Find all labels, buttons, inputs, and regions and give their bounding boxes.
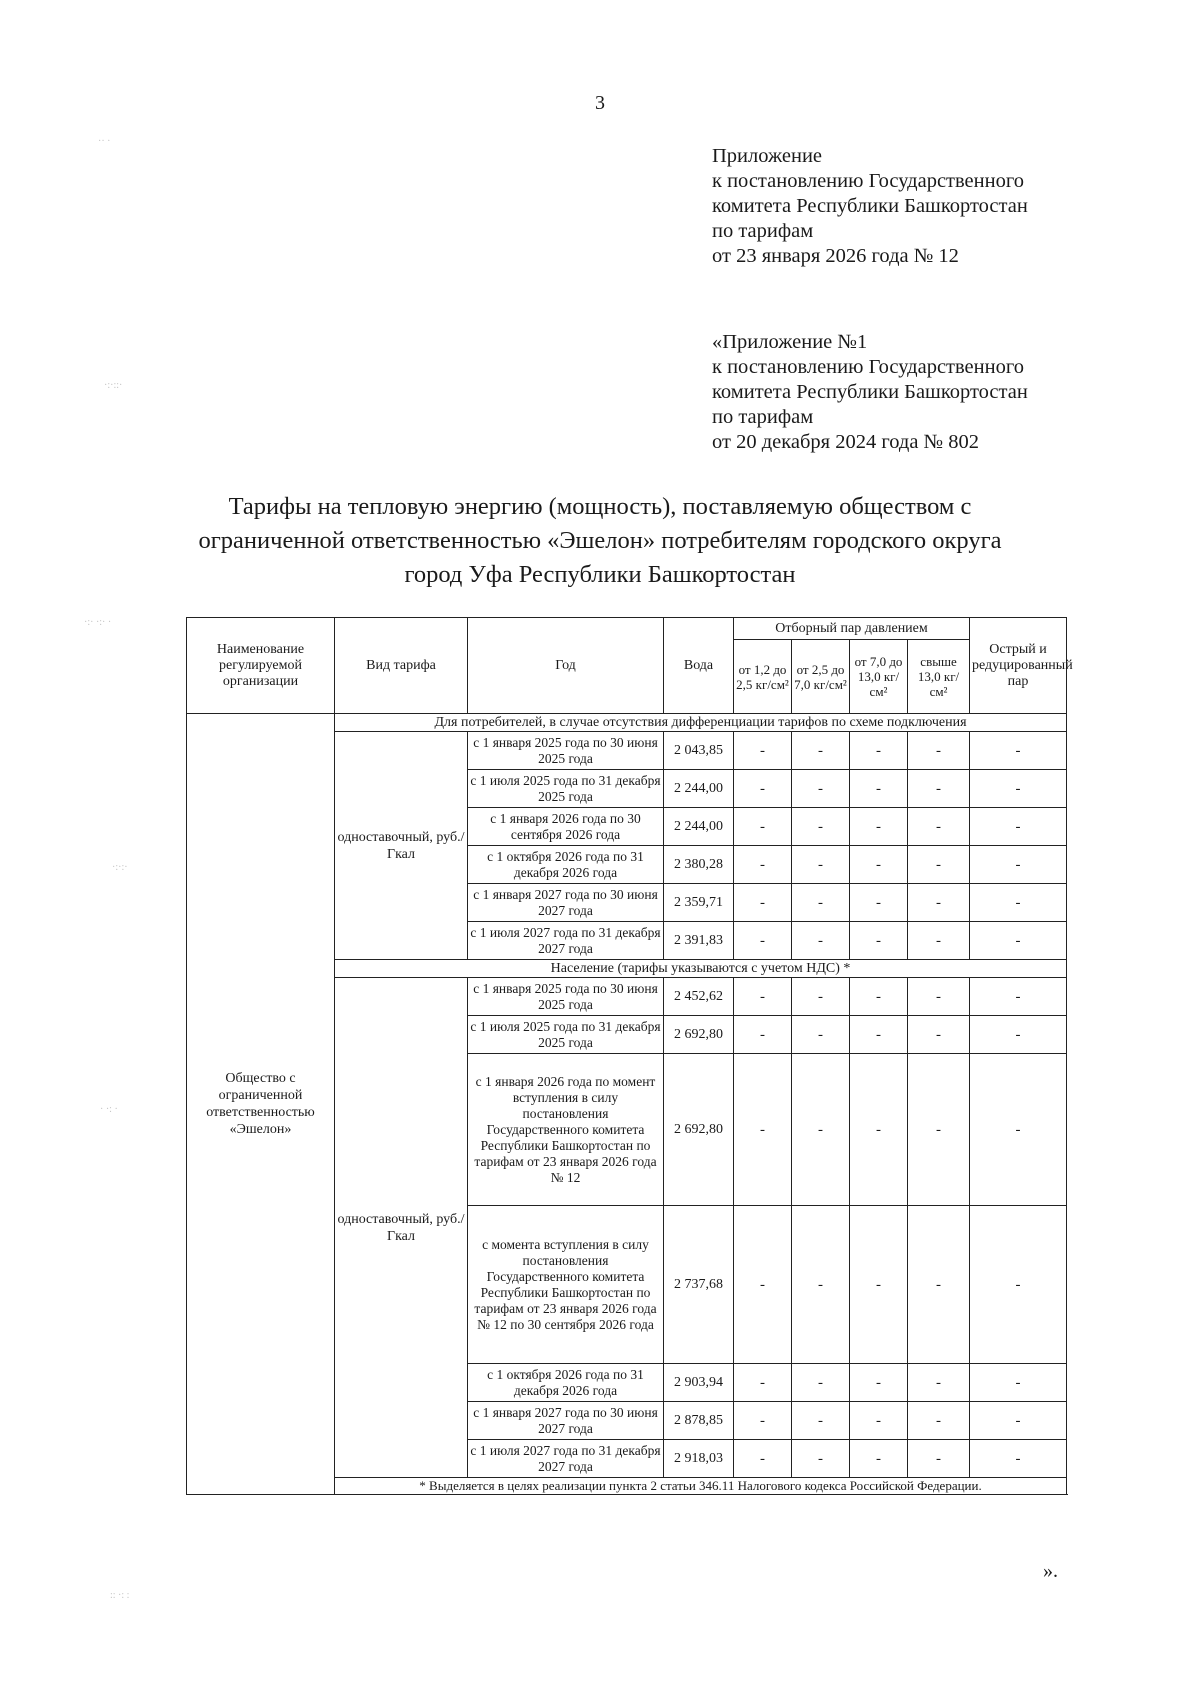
steam-2-value: -	[792, 884, 850, 922]
steam-4-value: -	[908, 846, 970, 884]
appendix-header-line: по тарифам	[712, 220, 814, 242]
steam-2-value: -	[792, 1364, 850, 1402]
tariff-type: одноставочный, руб./Гкал	[335, 978, 468, 1478]
water-value: 2 244,00	[664, 808, 734, 846]
period: с 1 июля 2025 года по 31 декабря 2025 года	[468, 1016, 664, 1054]
appendix-original-line: к постановлению Государственного	[712, 356, 1024, 378]
steam-2-value: -	[792, 1016, 850, 1054]
tariff-table	[186, 617, 1073, 1495]
header-org: Наименование регулируемой организации	[187, 618, 335, 714]
period: с 1 января 2027 года по 30 июня 2027 года	[468, 884, 664, 922]
section-caption-row	[187, 714, 1067, 732]
period: с 1 октября 2026 года по 31 декабря 2026 года	[468, 846, 664, 884]
steam-1-value: -	[734, 808, 792, 846]
period: с 1 июля 2025 года по 31 декабря 2025 года	[468, 770, 664, 808]
sharp-steam-value: -	[970, 846, 1067, 884]
water-value: 2 878,85	[664, 1402, 734, 1440]
steam-4-value: -	[908, 1440, 970, 1478]
header-sharp-steam: Острый и редуцированный пар	[970, 618, 1067, 714]
steam-4-value: -	[908, 1402, 970, 1440]
water-value: 2 692,80	[664, 1054, 734, 1206]
table-header-row	[187, 618, 1067, 640]
steam-3-value: -	[850, 1402, 908, 1440]
steam-4-value: -	[908, 770, 970, 808]
steam-3-value: -	[850, 770, 908, 808]
steam-4-value: -	[908, 1364, 970, 1402]
steam-1-value: -	[734, 1440, 792, 1478]
appendix-header-line: к постановлению Государственного	[712, 170, 1024, 192]
sharp-steam-value: -	[970, 1364, 1067, 1402]
sharp-steam-value: -	[970, 1016, 1067, 1054]
steam-2-value: -	[792, 732, 850, 770]
steam-3-value: -	[850, 1054, 908, 1206]
steam-1-value: -	[734, 1016, 792, 1054]
header-water: Вода	[664, 618, 734, 714]
period: с 1 июля 2027 года по 31 декабря 2027 года	[468, 922, 664, 960]
steam-1-value: -	[734, 922, 792, 960]
scan-artifact: ·· ·	[98, 136, 111, 147]
header-steam-group: Отборный пар давлением	[734, 618, 970, 640]
steam-4-value: -	[908, 1054, 970, 1206]
appendix-header-line: Приложение	[712, 145, 823, 167]
steam-4-value: -	[908, 808, 970, 846]
sharp-steam-value: -	[970, 1402, 1067, 1440]
steam-3-value: -	[850, 922, 908, 960]
steam-4-value: -	[908, 732, 970, 770]
water-value: 2 692,80	[664, 1016, 734, 1054]
period: с 1 января 2025 года по 30 июня 2025 года	[468, 732, 664, 770]
water-value: 2 359,71	[664, 884, 734, 922]
water-value: 2 391,83	[664, 922, 734, 960]
sharp-steam-value: -	[970, 1206, 1067, 1364]
appendix-original-line: «Приложение №1	[712, 331, 868, 353]
sharp-steam-value: -	[970, 978, 1067, 1016]
sharp-steam-value: -	[970, 922, 1067, 960]
steam-4-value: -	[908, 1206, 970, 1364]
steam-1-value: -	[734, 846, 792, 884]
steam-2-value: -	[792, 1440, 850, 1478]
header-tariff-type: Вид тарифа	[335, 618, 468, 714]
period: с 1 января 2026 года по 30 сентября 2026 года	[468, 808, 664, 846]
appendix-original-line: комитета Республики Башкортостан	[712, 381, 1028, 403]
steam-1-value: -	[734, 770, 792, 808]
period: с 1 июля 2027 года по 31 декабря 2027 года	[468, 1440, 664, 1478]
steam-1-value: -	[734, 1402, 792, 1440]
section-caption: Население (тарифы указываются с учетом НДС) *	[335, 960, 1067, 978]
steam-2-value: -	[792, 922, 850, 960]
period: с 1 января 2027 года по 30 июня 2027 года	[468, 1402, 664, 1440]
header-year: Год	[468, 618, 664, 714]
steam-2-value: -	[792, 1206, 850, 1364]
steam-2-value: -	[792, 808, 850, 846]
header-steam-1: от 1,2 до 2,5 кг/см²	[734, 640, 792, 714]
sharp-steam-value: -	[970, 732, 1067, 770]
period: с момента вступления в силу постановления Государственного комитета Республики Башкортостан по тарифам от 23 января 2026 года № 12 по 30 сентября 2026 года	[468, 1206, 664, 1364]
period: с 1 октября 2026 года по 31 декабря 2026 года	[468, 1364, 664, 1402]
appendix-header-line: от 23 января 2026 года № 12	[712, 245, 959, 267]
steam-1-value: -	[734, 978, 792, 1016]
header-steam-4: свыше 13,0 кг/см²	[908, 640, 970, 714]
steam-1-value: -	[734, 732, 792, 770]
water-value: 2 918,03	[664, 1440, 734, 1478]
steam-4-value: -	[908, 884, 970, 922]
scan-artifact: ·:·::·	[104, 380, 123, 391]
page-number: 3	[595, 92, 605, 114]
footnote: * Выделяется в целях реализации пункта 2 статьи 346.11 Налогового кодекса Российской Федерации.	[335, 1478, 1067, 1495]
water-value: 2 452,62	[664, 978, 734, 1016]
section-caption: Для потребителей, в случае отсутствия дифференциации тарифов по схеме подключения	[335, 714, 1067, 732]
steam-4-value: -	[908, 922, 970, 960]
steam-4-value: -	[908, 1016, 970, 1054]
steam-3-value: -	[850, 978, 908, 1016]
sharp-steam-value: -	[970, 1054, 1067, 1206]
scan-artifact: :: ·: :	[110, 1590, 130, 1601]
sharp-steam-value: -	[970, 1440, 1067, 1478]
header-steam-2: от 2,5 до 7,0 кг/см²	[792, 640, 850, 714]
scan-artifact: ·:· ·:· ·	[84, 617, 112, 628]
appendix-header-line: комитета Республики Башкортостан	[712, 195, 1028, 217]
steam-3-value: -	[850, 1364, 908, 1402]
water-value: 2 737,68	[664, 1206, 734, 1364]
steam-3-value: -	[850, 1440, 908, 1478]
org-name: Общество с ограниченной ответственностью «Эшелон»	[187, 714, 335, 1495]
water-value: 2 380,28	[664, 846, 734, 884]
sharp-steam-value: -	[970, 884, 1067, 922]
steam-2-value: -	[792, 1054, 850, 1206]
steam-4-value: -	[908, 978, 970, 1016]
steam-1-value: -	[734, 1364, 792, 1402]
sharp-steam-value: -	[970, 770, 1067, 808]
steam-2-value: -	[792, 978, 850, 1016]
appendix-original-line: по тарифам	[712, 406, 814, 428]
steam-3-value: -	[850, 846, 908, 884]
steam-3-value: -	[850, 1206, 908, 1364]
title-line: Тарифы на тепловую энергию (мощность), поставляемую обществом с	[228, 493, 972, 520]
steam-3-value: -	[850, 808, 908, 846]
appendix-original-line: от 20 декабря 2024 года № 802	[712, 431, 979, 453]
steam-1-value: -	[734, 884, 792, 922]
steam-3-value: -	[850, 1016, 908, 1054]
water-value: 2 043,85	[664, 732, 734, 770]
water-value: 2 244,00	[664, 770, 734, 808]
scan-artifact: ·:·:·	[112, 862, 128, 873]
appendix-original	[712, 330, 1028, 455]
title-line: город Уфа Республики Башкортостан	[404, 561, 796, 588]
title-line: ограниченной ответственностью «Эшелон» потребителям городского округа	[198, 527, 1002, 554]
steam-3-value: -	[850, 884, 908, 922]
scan-artifact: · ·: ·	[100, 1104, 118, 1115]
steam-1-value: -	[734, 1054, 792, 1206]
water-value: 2 903,94	[664, 1364, 734, 1402]
document-title	[100, 490, 1100, 592]
steam-1-value: -	[734, 1206, 792, 1364]
steam-2-value: -	[792, 770, 850, 808]
steam-3-value: -	[850, 732, 908, 770]
tariff-type: одноставочный, руб./Гкал	[335, 732, 468, 960]
sharp-steam-value: -	[970, 808, 1067, 846]
steam-2-value: -	[792, 1402, 850, 1440]
period: с 1 января 2026 года по момент вступления в силу постановления Государственного комитета Республики Башкортостан по тарифам от 23 января 2026 года № 12	[468, 1054, 664, 1206]
header-steam-3: от 7,0 до 13,0 кг/см²	[850, 640, 908, 714]
steam-2-value: -	[792, 846, 850, 884]
period: с 1 января 2025 года по 30 июня 2025 года	[468, 978, 664, 1016]
appendix-header	[712, 144, 1028, 269]
closing-quote-mark: ».	[1043, 1560, 1058, 1582]
